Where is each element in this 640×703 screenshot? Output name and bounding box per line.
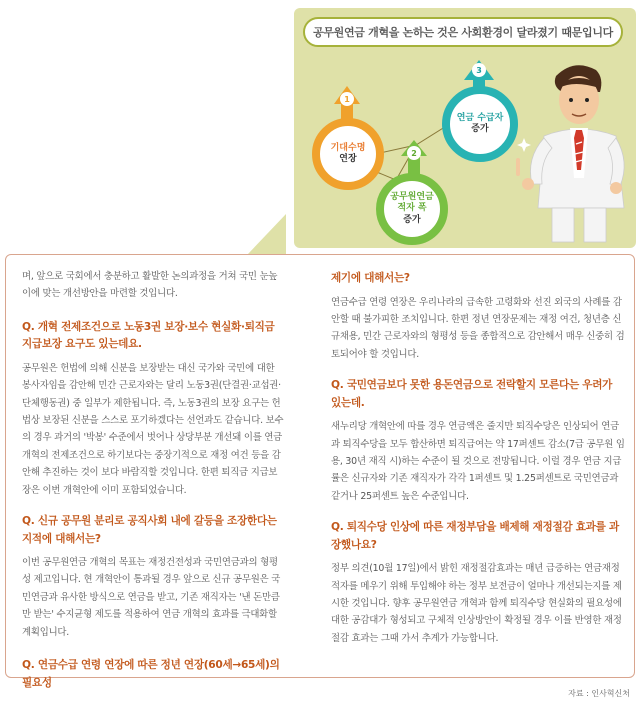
question-1: Q. 개혁 전제조건으로 노동3권 보장·보수 현실화·퇴직금 지급보장 요구도 있는데요.	[22, 320, 275, 351]
answer-5: 정부 의견(10월 17일)에서 밝힌 재정절감효과는 매년 급증하는 연금재정적자를 메우기 위해 투입해야 하는 정부 보전금이 얼마나 개선되는지를 제시한 것입니다. 향후 공무원연금 개혁과 함께 퇴직수당 현실화의 필요성에 대한 공감대가 형성되고 구체적 인상방안이 확정될 경우 이를 반영한 재정절감 효과는 그때 가서 추계가 가능합니다.	[331, 563, 622, 644]
circle-pension-deficit	[376, 173, 448, 245]
circle-label-sub: 증가	[471, 124, 489, 134]
intro-paragraph: 며, 앞으로 국회에서 충분하고 활발한 논의과정을 거쳐 국민 눈높이에 맞는 개선방안을 마련할 것입니다.	[22, 271, 278, 300]
circle-label-main: 연금 수급자	[456, 112, 504, 123]
question-3-continued: 제기에 대해서는?	[331, 272, 410, 284]
source-note: 자료 : 인사혁신처	[568, 689, 630, 698]
circle-label-main: 기대수명	[330, 142, 366, 153]
answer-1: 공무원은 헌법에 의해 신분을 보장받는 대신 국가와 국민에 대한 봉사자임을 감안해 민간 근로자와는 달리 노동3권(단결권·교섭권·단체행동권) 중 일부가 제한됩니다. 즉, 노동3권의 보장 요구는 헌법상 보장된 신분을 스스로 포기하겠다는 선언과도 같습니다. 보수의 경우 과거의 '박봉' 수준에서 벗어나 상당부분 개선돼 이를 연금 개혁의 전제조건으로 하기보다는 중장기적으로 재정 여건 등을 감안해 추진하는 것이 보다 바람직할 것입니다. 한편 퇴직금 지급보장은 이번 개혁안에 이미 포함되었습니다.	[22, 362, 284, 496]
question-5: Q. 퇴직수당 인상에 따른 재정부담을 배제해 재정절감 효과를 과장했나요?	[331, 521, 619, 551]
speech-pointer	[248, 214, 286, 254]
headline-banner: 공무원연금 개혁을 논하는 것은 사회환경이 달라졌기 때문입니다	[303, 17, 623, 47]
step-number-1: 1	[340, 92, 354, 106]
circle-label-sub: 연장	[339, 154, 357, 164]
circle-label-main: 공무원연금 적자 폭	[390, 192, 434, 214]
left-column	[22, 268, 284, 692]
answer-4: 새누리당 개혁안에 따를 경우 연금액은 줄지만 퇴직수당은 인상되어 연금과 퇴직수당을 모두 합산하면 퇴직급여는 약 17퍼센트 감소(7급 공무원 임용, 30년 재직 시)하는 수준이 될 것으로 전망됩니다. 이럴 경우 연금 지급률은 신규자와 기존 재직자가 각각 1퍼센트 및 1.25퍼센트로 국민연금과 같거나 25퍼센트 높은 수준입니다.	[331, 421, 625, 502]
circle-life-expectancy	[312, 118, 384, 190]
step-number-3: 3	[472, 63, 486, 77]
question-3: Q. 연금수급 연령 연장에 따른 정년 연장(60세→65세)의 필요성	[22, 659, 280, 689]
answer-3: 연금수급 연령 연장은 우리나라의 급속한 고령화와 선진 외국의 사례를 감안할 때 불가피한 조치입니다. 한편 정년 연장문제는 재정 여건, 청년층 신규채용, 민간 근로자와의 형평성 등을 종합적으로 감안해서 매우 신중히 검토되어야 할 것입니다.	[331, 296, 625, 360]
businessman-illustration	[504, 58, 634, 248]
step-number-2: 2	[407, 146, 421, 160]
answer-2: 이번 공무원연금 개혁의 목표는 재정건전성과 국민연금과의 형평성 제고입니다. 현 개혁안이 통과될 경우 앞으로 신규 공무원은 국민연금과 유사한 방식으로 연금을 받고, 기존 재직자는 '낸 돈만큼만 받는' 수지균형 제도를 적용하여 연금 개혁의 효과를 극대화할 계획입니다.	[22, 557, 281, 638]
question-4: Q. 국민연금보다 못한 용돈연금으로 전락할지 모른다는 우려가 있는데.	[331, 379, 613, 409]
circle-label-sub: 증가	[403, 214, 421, 225]
question-2: Q. 신규 공무원 분리로 공직사회 내에 갈등을 조장한다는 지적에 대해서는?	[22, 515, 277, 545]
right-column	[331, 270, 625, 647]
